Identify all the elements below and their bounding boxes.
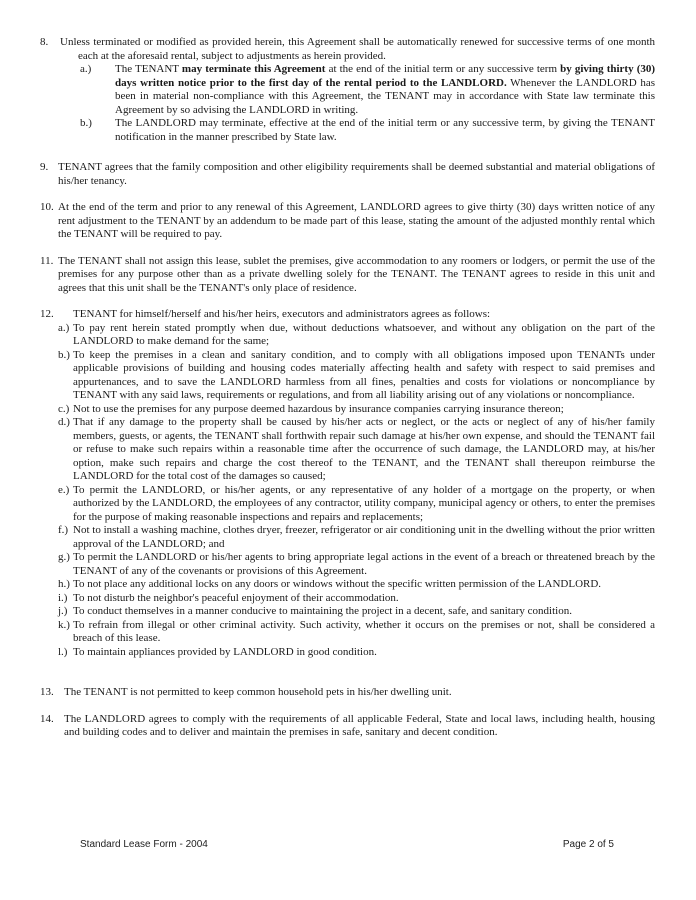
clause-number: 12. xyxy=(40,308,54,320)
clause-item xyxy=(40,201,655,242)
subclause-label: c.) xyxy=(58,402,70,415)
clause-text xyxy=(58,201,655,242)
page-footer xyxy=(80,839,614,851)
subclause-label: d.) xyxy=(58,416,70,428)
text-run: At the end of the term and prior to any renewal of this Agreement, LANDLORD agrees to give thirty (30) days written notice of any rent adjustment to the TENANT by an addendum to be made part of this lease, stating the amount of the adjusted monthly rental which the TENANT will be required to pay. xyxy=(58,201,655,240)
subclause-text xyxy=(73,646,655,660)
subclause-text xyxy=(73,578,655,592)
subclause-item xyxy=(58,646,655,660)
clause-text xyxy=(64,713,655,740)
subclause-item xyxy=(58,551,655,578)
clause-item xyxy=(40,161,655,188)
subclause-label: f.) xyxy=(58,524,69,536)
text-run: To refrain from illegal or other criminal activity. Such activity, whether it occurs on the premises or not, shall be considered a breach of this lease. xyxy=(73,618,655,644)
clause-item xyxy=(40,686,655,700)
clause-number: 8. xyxy=(40,36,49,48)
text-run: To pay rent herein stated promptly when due, without deductions whatsoever, and without any obligation on the part of the LANDLORD to make demand for the same; xyxy=(73,321,655,347)
text-run: at the end of the initial term or any successive term xyxy=(325,63,561,75)
subclause-text xyxy=(73,551,655,578)
text-run: The TENANT shall not assign this lease, sublet the premises, give accommodation to any roomers or lodgers, or permit the use of the premises for any purpose other than as a private dwelling solely for the TENANT. The TENANT agrees to reside in this unit and agrees that this unit shall be the TENANT's only place of residence. xyxy=(58,254,655,294)
subclause-label: i.) xyxy=(58,591,68,604)
clause-item xyxy=(40,713,655,740)
subclause-label: g.) xyxy=(58,551,70,563)
subclause-item xyxy=(80,117,655,144)
clause-item xyxy=(40,255,655,296)
subclause-label: a.) xyxy=(80,63,92,75)
subclause-text xyxy=(73,403,655,417)
subclause-label: j.) xyxy=(58,605,68,617)
subclause-text xyxy=(73,592,655,606)
text-run: To conduct themselves in a manner conducive to maintaining the project in a decent, safe, and sanitary condition. xyxy=(73,605,572,617)
subclause-text xyxy=(73,524,655,551)
text-run: To keep the premises in a clean and sanitary condition, and to comply with all obligations imposed upon TENANTs under applicable provisions of building and housing codes materially affecting health and safety with respect to said premises and appurtenances, and to save the LANDLORD harmless from all fines, penalties and costs for violations or noncompliance by TENANT with any said laws, requirements or regulations, and from all liability arising out of any violations or noncompliance. xyxy=(73,348,655,401)
text-run: The LANDLORD agrees to comply with the requirements of all applicable Federal, State and local laws, including health, housing and building codes and to deliver and maintain the premises in safe, sanitary and decent condition. xyxy=(64,712,655,738)
subclause-label: b.) xyxy=(58,348,70,361)
subclause-item xyxy=(58,619,655,646)
subclause-item xyxy=(58,592,655,606)
clause-number: 14. xyxy=(40,712,54,725)
subclause-text xyxy=(115,117,655,144)
clauses-list xyxy=(40,36,655,740)
subclause-item xyxy=(58,524,655,551)
text-run: Whenever the LANDLORD has been in material non-compliance with this Agreement, the TENANT may in accordance with State law terminate this Agreement by so advising the LANDLORD in writing. xyxy=(115,76,655,116)
subclause-label: k.) xyxy=(58,618,70,631)
text-run: To not place any additional locks on any doors or windows without the specific written permission of the LANDLORD. xyxy=(73,578,602,590)
footer-page-number: Page 2 of 5 xyxy=(562,839,614,850)
text-run: To permit the LANDLORD, or his/her agents, or any representative of any holder of a mortgage on the property, or when authorized by the LANDLORD, the employees of any contractor, utility company, municipal agency or others, to enter the premises for the purpose of making reasonable inspections and repairs and replacements; xyxy=(73,483,655,523)
clause-item xyxy=(40,36,655,144)
text-run: The TENANT xyxy=(115,63,182,75)
bold-text-run: may terminate this Agreement xyxy=(181,63,326,75)
clause-head xyxy=(40,161,655,188)
subclause-text xyxy=(73,349,655,403)
subclause-label: e.) xyxy=(58,483,70,496)
clause-number: 9. xyxy=(40,161,49,173)
subclause-text xyxy=(115,63,655,117)
text-run: That if any damage to the property shall be caused by his/her acts or neglect, or the acts or neglect of any of his/her family members, guests, or agents, the TENANT shall forthwith repair such damage at his/her own expense, and should the TENANT fail or refuse to make such repairs within a reasonable time after the occurrence of such damage, the LANDLORD may, at his/her option, make such repairs and charge the cost thereof to the TENANT, and the TENANT shall thereupon reimburse the LANDLORD for the total cost of the damages so caused; xyxy=(73,416,655,482)
subclause-item xyxy=(80,63,655,117)
text-run: TENANT for himself/herself and his/her heirs, executors and administrators agrees as follows: xyxy=(73,308,491,320)
bold-text-run: by giving thirty (30) days written notice prior to the first day of the rental period to the LANDLORD. xyxy=(115,63,656,89)
footer-form-name: Standard Lease Form - 2004 xyxy=(80,839,208,850)
subclause-item xyxy=(58,403,655,417)
subclause-text xyxy=(73,322,655,349)
clause-item xyxy=(40,308,655,659)
subclause-item xyxy=(58,416,655,484)
subclause-text xyxy=(73,605,655,619)
subclause-item xyxy=(58,322,655,349)
text-run: To maintain appliances provided by LANDLORD in good condition. xyxy=(73,645,377,658)
clause-head xyxy=(40,713,655,740)
clause-number: 11. xyxy=(40,254,54,267)
clause-head xyxy=(40,36,655,63)
subclause-text xyxy=(73,416,655,484)
subclause-text xyxy=(73,619,655,646)
clause-head xyxy=(40,686,655,700)
clause-head xyxy=(40,308,655,322)
subclause-item xyxy=(58,605,655,619)
clause-text xyxy=(73,308,655,322)
clause-head xyxy=(40,201,655,242)
subclause-item xyxy=(58,349,655,403)
subclause-item xyxy=(58,484,655,525)
clause-text xyxy=(60,36,655,63)
clause-text xyxy=(58,255,655,296)
clause-number: 10. xyxy=(40,201,54,213)
clause-head xyxy=(40,255,655,296)
text-run: The TENANT is not permitted to keep common household pets in his/her dwelling unit. xyxy=(64,686,452,698)
text-run: Not to use the premises for any purpose deemed hazardous by insurance companies carrying insurance thereon; xyxy=(73,402,564,415)
clause-number: 13. xyxy=(40,686,54,698)
clause-text xyxy=(64,686,655,700)
text-run: To permit the LANDLORD or his/her agents to bring appropriate legal actions in the event of a breach or threatened breach by the TENANT of any of the covenants or provisions of this Agreement. xyxy=(73,551,655,577)
text-run: To not disturb the neighbor's peaceful enjoyment of their accommodation. xyxy=(73,591,399,604)
subclause-label: l.) xyxy=(58,645,68,658)
text-run: Not to install a washing machine, clothes dryer, freezer, refrigerator or air conditioning unit in the dwelling without the prior written approval of the LANDLORD; and xyxy=(73,524,655,550)
subclause-item xyxy=(58,578,655,592)
subclause-label: a.) xyxy=(58,321,70,334)
clause-text xyxy=(58,161,655,188)
subclause-text xyxy=(73,484,655,525)
text-run: TENANT agrees that the family composition and other eligibility requirements shall be deemed substantial and material obligations of his/her tenancy. xyxy=(58,161,655,187)
text-run: The LANDLORD may terminate, effective at the end of the initial term or any successive term, by giving the TENANT notification in the manner prescribed by State law. xyxy=(115,117,655,143)
subclause-label: h.) xyxy=(58,578,70,590)
subclause-label: b.) xyxy=(80,117,92,129)
text-run: Unless terminated or modified as provided herein, this Agreement shall be automatically renewed for successive terms of one month each at the aforesaid rental, subject to adjustments as herein provided. xyxy=(60,36,655,62)
